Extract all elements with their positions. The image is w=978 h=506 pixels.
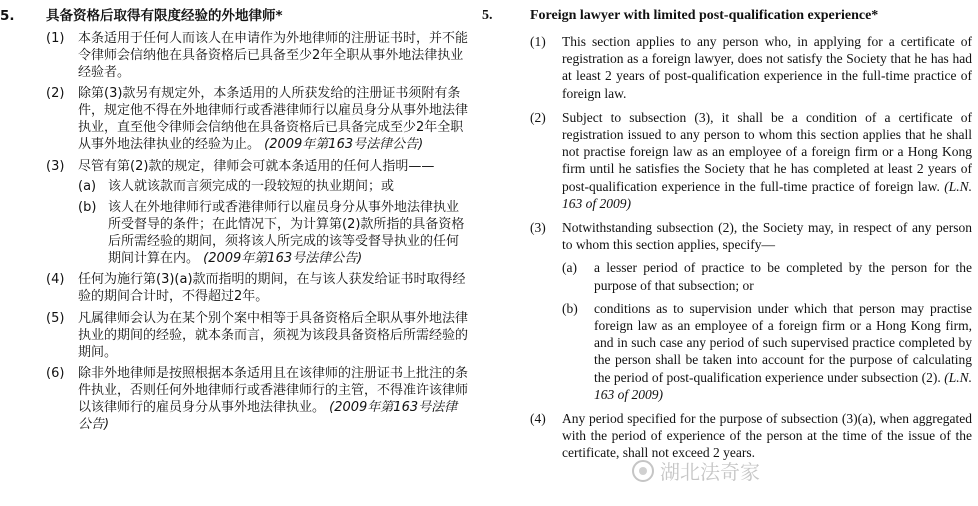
paragraph-number: (1) — [530, 34, 546, 49]
paragraph-6 — [46, 366, 470, 433]
citation: (2009年第163号法律公告) — [264, 136, 424, 152]
paragraph-text: 除第(3)款另有规定外，本条适用的人所获发给的注册证书须附有条件，规定他不得在外地律师行或香港律师行以雇员身分从事外地法律执业，直至他令律师会信纳他在具备资格后已具备完成至少2年全职从事外地法律执业的经验为止。 (2009年第163号法律公告) — [78, 86, 469, 152]
subparagraph-text: 该人就该款而言须完成的一段较短的执业期间；或 — [108, 179, 395, 195]
paragraph-number: (2) — [46, 86, 65, 102]
paragraph-number: (3) — [530, 220, 546, 236]
paragraph-number: (1) — [46, 31, 65, 46]
paragraph-text: This section applies to any person who, in applying for a certificate of registration as a foreign lawyer, does not satisfy the Society that he has had at least 2 years of post-qualification experience in the full-time practice of foreign law. — [562, 34, 972, 101]
paragraph-3 — [46, 159, 470, 176]
paragraph-text: Any period specified for the purpose of subsection (3)(a), when aggregated with the period of experience of the person at the time of the issue of the certificate, shall not exceed 2 years. — [562, 411, 972, 461]
subparagraph-letter: (b) — [78, 200, 97, 216]
subparagraph-text: a lesser period of practice to be completed by the person for the purpose of that subsection; or — [594, 260, 972, 293]
paragraph-text: 尽管有第(2)款的规定，律师会可就本条适用的任何人指明—— — [78, 158, 435, 174]
paragraph-number: (4) — [530, 411, 546, 427]
paragraph-4 — [46, 272, 470, 306]
paragraph-text: Notwithstanding subsection (2), the Society may, in respect of any person to whom this section applies, specify— — [562, 220, 972, 253]
english-column — [482, 6, 972, 462]
paragraph-1 — [530, 33, 972, 102]
paragraph-number: (4) — [46, 272, 65, 288]
citation: (L.N. 163 of 2009) — [562, 178, 972, 211]
watermark-text: 湖北法奇家 — [660, 460, 760, 484]
subparagraph-b — [562, 300, 972, 403]
paragraph-text: 任何为施行第(3)(a)款而指明的期间，在与该人获发给证书时取得经验的期间合计时，不得超过2年。 — [78, 272, 466, 305]
section-heading-zh — [0, 6, 470, 26]
paragraph-2 — [530, 109, 972, 212]
paragraph-text: 凡属律师会认为在某个别个案中相等于具备资格后全职从事外地法律执业的期间的经验，就本条而言，须视为该段具备资格后所需经验的期间。 — [78, 310, 469, 360]
paragraph-2 — [46, 86, 470, 153]
citation: (L.N. 163 of 2009) — [594, 369, 972, 402]
subparagraph-text: 该人在外地律师行或香港律师行以雇员身分从事外地法律执业所受督导的条件；在此情况下，为计算第(2)款所指的具备资格后所需经验的期间，须将该人所完成的该等受督导执业的任何期间计算在内。 (2009年第163号法律公告) — [108, 200, 465, 266]
paragraph-text: 本条适用于任何人而该人在申请作为外地律师的注册证书时，并不能令律师会信纳他在具备资格后已具备至少2年全职从事外地法律执业经验者。 — [78, 31, 469, 80]
subparagraph-letter: (b) — [562, 300, 578, 316]
citation: (2009年第163号法律公告) — [203, 250, 363, 266]
paragraph-3 — [530, 219, 972, 253]
paragraph-number: (5) — [46, 310, 65, 326]
subparagraph-text: conditions as to supervision under which that person may practise foreign law as an employee of a foreign firm or a Hong Kong firm, and in such case any period of such supervised practice completed by the person shall be taken into account for the purpose of calculating the period of post-qualification experience under subsection (2). (L.N. 163 of 2009) — [594, 300, 972, 402]
wechat-icon — [632, 460, 654, 482]
paragraph-1 — [46, 31, 470, 81]
subparagraph-letter: (a) — [78, 179, 97, 195]
chinese-column — [0, 6, 470, 434]
paragraph-5 — [46, 311, 470, 361]
paragraph-number: (2) — [530, 109, 546, 125]
paragraph-text: 除非外地律师是按照根据本条适用且在该律师的注册证书上批注的条件执业，否则任何外地律师行或香港律师行的主管，不得准许该律师以该律师行的雇员身分从事外地法律执业。 (2009年第163号法律公告) — [78, 366, 469, 432]
subparagraph-letter: (a) — [562, 260, 577, 276]
subparagraph-a — [562, 259, 972, 293]
subparagraph-a — [78, 179, 470, 196]
paragraph-text: Subject to subsection (3), it shall be a condition of a certificate of registration issued to any person to whom this section applies that he shall not practise foreign law as an employee of a foreign firm or a Hong Kong firm until he satisfies the Society that he has completed at least 2 years of post-qualification experience in the full-time practice of foreign law. (L.N. 163 of 2009) — [562, 109, 972, 211]
subparagraph-b — [78, 200, 470, 267]
section-number: 5. — [482, 8, 493, 23]
paragraph-number: (3) — [46, 158, 65, 174]
section-title: 具备资格后取得有限度经验的外地律师* — [46, 8, 283, 24]
section-number: 5. — [0, 8, 15, 24]
section-title: Foreign lawyer with limited post-qualification experience* — [530, 8, 879, 23]
paragraph-number: (6) — [46, 366, 65, 382]
section-heading-en — [482, 6, 972, 26]
paragraph-4 — [530, 410, 972, 462]
citation: (2009年第163号法律公告) — [78, 399, 458, 432]
